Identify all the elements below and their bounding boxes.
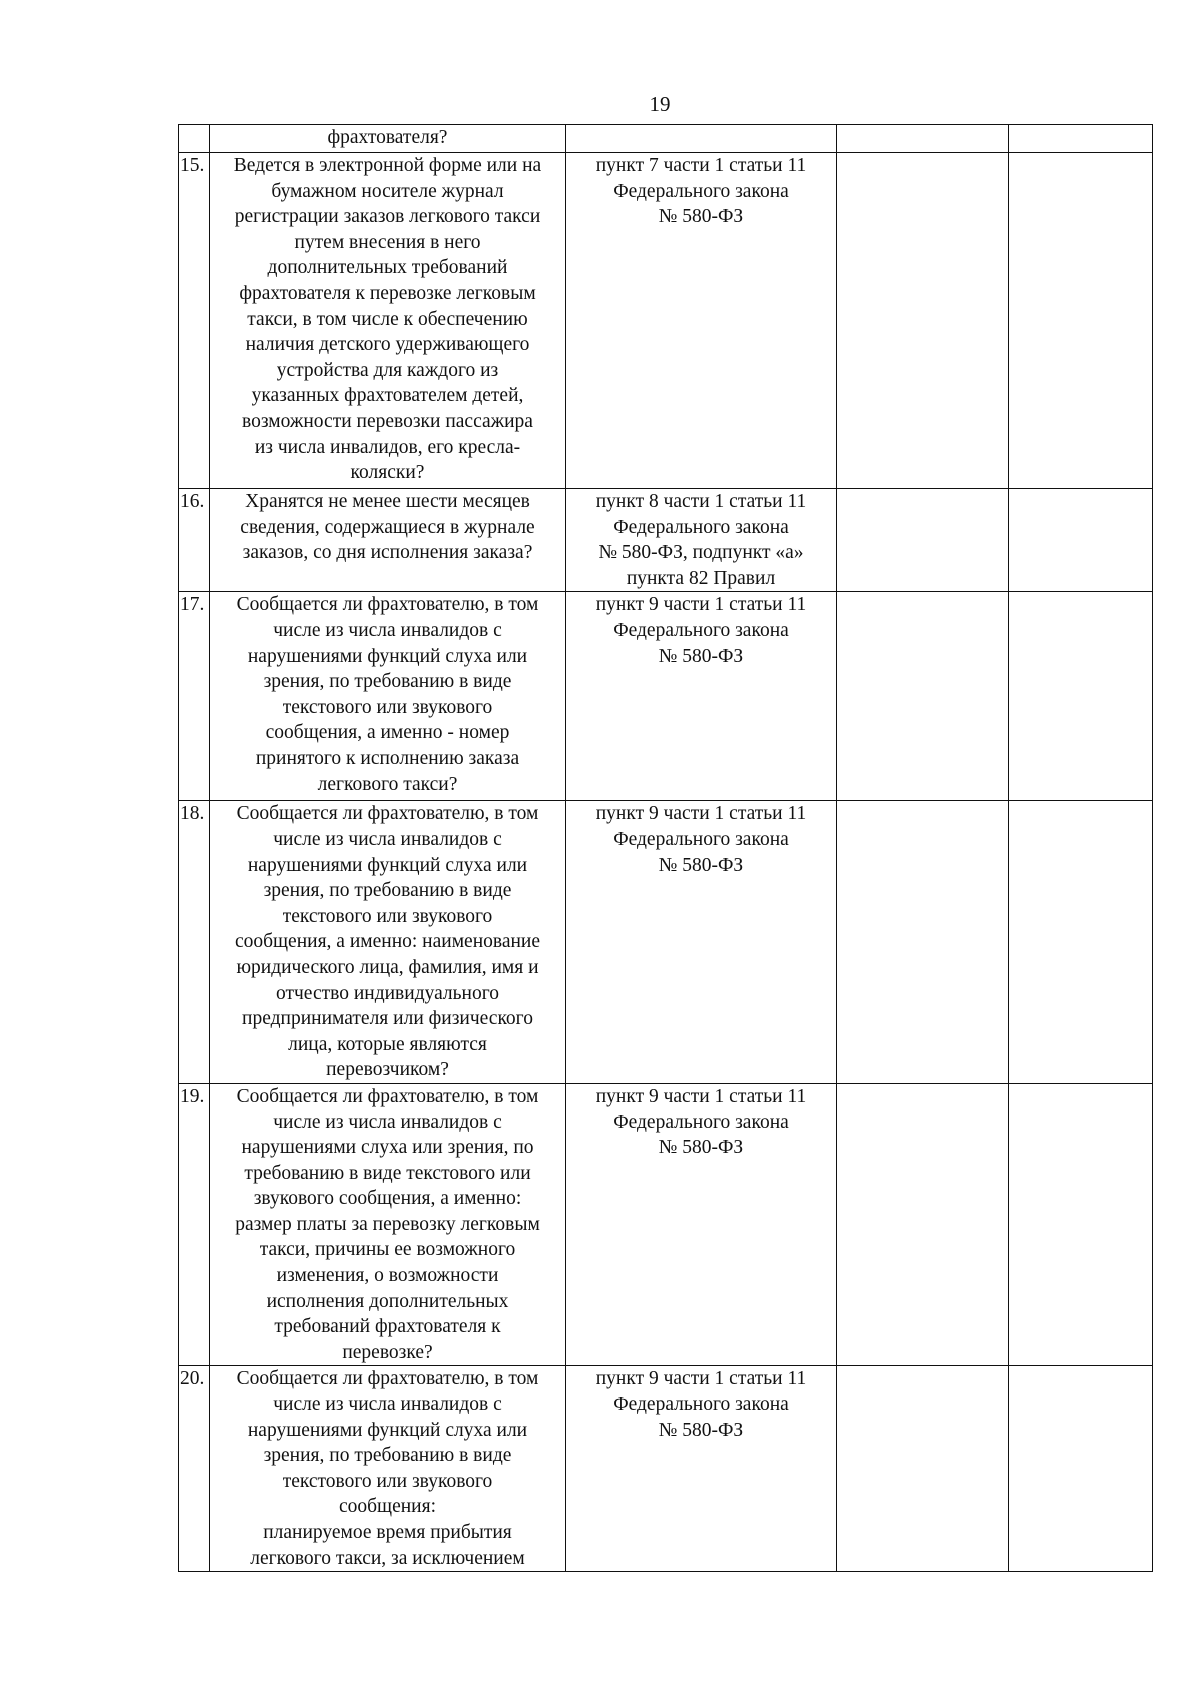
empty-note-cell [1009,801,1153,1084]
legal-reference-cell [566,153,837,489]
legal-reference-line: № 580-ФЗ, подпункт «а» [598,542,804,564]
empty-note-cell [1009,153,1153,489]
question-line: легкового такси, за исключением [250,1547,525,1569]
checklist-table [178,124,1153,1572]
legal-reference-line: № 580-ФЗ [658,206,744,228]
question-line: принятого к исполнению заказа [255,747,520,769]
legal-reference-line: № 580-ФЗ [658,854,744,876]
question-line: Сообщается ли фрахтователю, в том [236,1085,539,1107]
question-line: изменения, о возможности [276,1265,499,1287]
legal-reference-line: Федерального закона [613,180,789,202]
question-line: Сообщается ли фрахтователю, в том [236,1368,539,1390]
question-line: фрахтователя? [327,127,448,148]
legal-reference-line: № 580-ФЗ [658,645,744,667]
question-cell [210,1366,566,1572]
question-line: числе из числа инвалидов с [273,1111,502,1133]
legal-reference-cell [566,1366,837,1572]
question-cell [210,153,566,489]
legal-reference-cell [566,125,837,153]
question-line: регистрации заказов легкового такси [234,206,541,228]
question-line: зрения, по требованию в виде [263,880,512,902]
page-number: 19 [649,92,671,116]
question-line: лица, которые являются [288,1033,487,1055]
legal-reference-line: Федерального закона [613,619,789,641]
question-line: указанных фрахтователем детей, [251,385,524,407]
row-number: 18. [179,801,210,1084]
row-number [179,125,210,153]
question-line: исполнения дополнительных [266,1290,509,1312]
question-line: сообщения: [338,1496,436,1518]
question-line: числе из числа инвалидов с [273,828,502,850]
question-cell [210,801,566,1084]
legal-reference-line: пункта 82 Правил [626,567,776,589]
question-line: требований фрахтователя к [274,1316,501,1338]
question-line: легкового такси? [317,773,458,795]
table-row [179,489,1153,592]
table-row [179,125,1153,153]
question-line: наличия детского удерживающего [245,334,530,356]
question-line: Сообщается ли фрахтователю, в том [236,803,539,825]
table-row [179,153,1153,489]
legal-reference-line: пункт 8 части 1 статьи 11 [595,491,807,512]
empty-answer-cell [837,1366,1009,1572]
question-line: зрения, по требованию в виде [263,1445,512,1467]
empty-note-cell [1009,1366,1153,1572]
empty-note-cell [1009,1083,1153,1366]
row-number: 19. [179,1083,210,1366]
legal-reference-cell [566,1083,837,1366]
question-line: сведения, содержащиеся в журнале [240,516,535,538]
empty-note-cell [1009,125,1153,153]
legal-reference-line: № 580-ФЗ [658,1137,744,1159]
question-line: перевозчиком? [326,1059,449,1081]
question-line: дополнительных требований [267,257,508,279]
question-cell [210,1083,566,1366]
empty-answer-cell [837,592,1009,801]
question-line: числе из числа инвалидов с [273,1394,502,1416]
question-line: текстового или звукового [282,1470,493,1492]
row-number: 16. [179,489,210,592]
question-line: нарушениями функций слуха или [247,854,528,876]
empty-note-cell [1009,592,1153,801]
question-line: звукового сообщения, а именно: [253,1188,522,1210]
question-line: требованию в виде текстового или [244,1162,531,1184]
question-line: юридического лица, фамилия, имя и [236,956,539,978]
question-line: текстового или звукового [282,905,493,927]
row-number: 15. [179,153,210,489]
question-line: устройства для каждого из [276,359,499,381]
empty-answer-cell [837,125,1009,153]
question-line: перевозке? [342,1341,433,1363]
question-line: предпринимателя или физического [242,1008,533,1030]
question-line: такси, в том числе к обеспечению [247,308,528,330]
legal-reference-line: № 580-ФЗ [658,1419,744,1441]
empty-note-cell [1009,489,1153,592]
legal-reference-line: пункт 9 части 1 статьи 11 [595,594,807,616]
legal-reference-line: Федерального закона [613,1394,789,1416]
question-line: отчество индивидуального [275,982,500,1004]
question-line: из числа инвалидов, его кресла- [254,436,521,458]
empty-answer-cell [837,153,1009,489]
empty-answer-cell [837,1083,1009,1366]
legal-reference-cell [566,801,837,1084]
question-line: зрения, по требованию в виде [263,671,512,693]
question-line: такси, причины ее возможного [259,1239,516,1261]
legal-reference-cell [566,592,837,801]
checklist-table-body [179,125,1153,1572]
question-line: нарушениями слуха или зрения, по [241,1137,534,1159]
question-line: сообщения, а именно: наименование [234,931,541,953]
question-line: сообщения, а именно - номер [265,722,510,744]
question-line: числе из числа инвалидов с [273,619,502,641]
question-line: нарушениями функций слуха или [247,1419,528,1441]
legal-reference-line: пункт 9 части 1 статьи 11 [595,803,807,825]
table-row [179,801,1153,1084]
question-cell [210,125,566,153]
empty-answer-cell [837,489,1009,592]
question-cell [210,592,566,801]
question-line: текстового или звукового [282,696,493,718]
legal-reference-cell [566,489,837,592]
question-line: бумажном носителе журнал [271,180,504,202]
table-row [179,1083,1153,1366]
legal-reference-line: Федерального закона [613,516,789,538]
question-cell [210,489,566,592]
legal-reference-line: пункт 9 части 1 статьи 11 [595,1368,807,1390]
question-line: размер платы за перевозку легковым [235,1213,540,1235]
row-number: 20. [179,1366,210,1572]
table-row [179,1366,1153,1572]
question-line: путем внесения в него [294,231,481,253]
legal-reference-line: Федерального закона [613,1111,789,1133]
legal-reference-line: Федерального закона [613,828,789,850]
table-row [179,592,1153,801]
empty-answer-cell [837,801,1009,1084]
legal-reference-line: пункт 9 части 1 статьи 11 [595,1085,807,1107]
question-line: возможности перевозки пассажира [242,410,533,432]
question-line: Хранятся не менее шести месяцев [245,491,530,512]
question-line: Ведется в электронной форме или на [233,155,542,176]
question-line: планируемое время прибытия [263,1522,512,1543]
question-line: коляски? [350,462,425,484]
question-line: фрахтователя к перевозке легковым [239,282,536,304]
question-line: заказов, со дня исполнения заказа? [242,542,533,564]
row-number: 17. [179,592,210,801]
question-line: нарушениями функций слуха или [247,645,528,667]
legal-reference-line: пункт 7 части 1 статьи 11 [595,155,807,176]
question-line: Сообщается ли фрахтователю, в том [236,594,539,616]
